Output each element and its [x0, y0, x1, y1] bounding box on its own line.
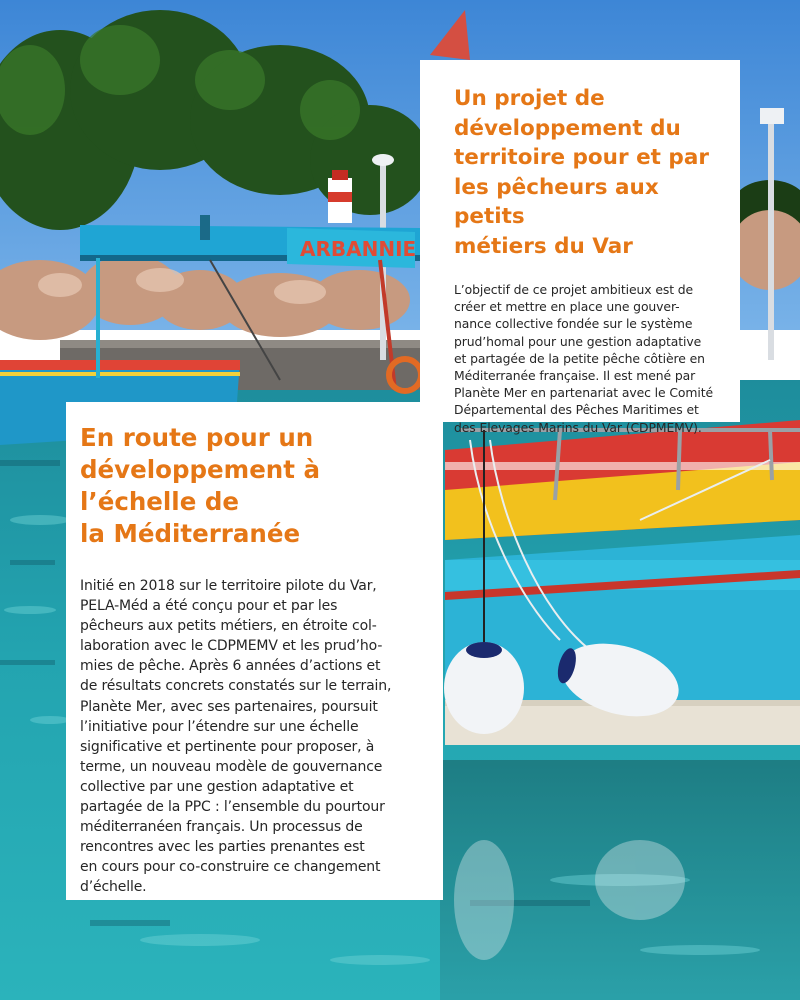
title-line: développement à	[80, 455, 321, 484]
text-line: et partagée de la petite pêche côtière en	[454, 350, 705, 366]
text-line: laboration avec le CDPMEMV et les prud’ho-	[80, 638, 383, 655]
title-line: la Méditerranée	[80, 519, 301, 548]
expansion-panel	[66, 402, 443, 900]
title-line: les pêcheurs aux petits	[454, 174, 659, 229]
text-line: prud’homal pour une gestion adaptative	[454, 333, 702, 349]
text-line: des Elevages Marins du Var (CDPMEMV).	[454, 419, 702, 435]
title-line: En route pour un	[80, 423, 314, 452]
text-line: d’échelle.	[80, 879, 147, 896]
project-intro-text	[454, 281, 718, 436]
text-line: PELA-Méd a été conçu pour et par les	[80, 598, 338, 615]
boat-name: ARBANNIE	[300, 237, 417, 261]
text-line: significative et pertinente pour proposer, à	[80, 738, 375, 755]
text-line: pêcheurs aux petits métiers, en étroite col-	[80, 618, 377, 635]
text-line: Initié en 2018 sur le territoire pilote du Var,	[80, 578, 377, 594]
expansion-text	[80, 576, 429, 898]
text-line: collective par une gestion adaptative et	[80, 778, 354, 795]
expansion-title	[80, 422, 429, 550]
title-line: l’échelle de	[80, 487, 239, 516]
project-intro-panel	[420, 60, 740, 435]
title-line: développement du	[454, 115, 681, 141]
text-line: Planète Mer, avec ses partenaires, poursuit	[80, 698, 378, 715]
text-line: Départemental des Pêches Maritimes et	[454, 402, 699, 418]
text-line: L’objectif de ce projet ambitieux est de	[454, 282, 694, 297]
title-line: territoire pour et par	[454, 145, 709, 170]
title-line: métiers du Var	[454, 233, 633, 259]
text-line: mies de pêche. Après 6 années d’actions et	[80, 658, 381, 675]
text-line: de résultats concrets constatés sur le terrain,	[80, 678, 392, 695]
text-line: nance collective fondée sur le système	[454, 316, 693, 332]
text-line: créer et mettre en place une gouver-	[454, 299, 680, 315]
text-line: en cours pour co-construire ce changement	[80, 859, 381, 876]
text-line: partagée de la PPC : l’ensemble du pourtour	[80, 799, 385, 816]
text-line: terme, un nouveau modèle de gouvernance	[80, 758, 383, 775]
text-line: méditerranéen français. Un processus de	[80, 819, 363, 836]
text-line: Planète Mer en partenariat avec le Comité	[454, 385, 714, 401]
text-line: Méditerranée française. Il est mené par	[454, 368, 696, 384]
text-line: rencontres avec les parties prenantes est	[80, 839, 365, 856]
text-line: l’initiative pour l’étendre sur une échelle	[80, 718, 359, 735]
project-intro-title	[454, 84, 718, 261]
title-line: Un projet de	[454, 86, 605, 111]
